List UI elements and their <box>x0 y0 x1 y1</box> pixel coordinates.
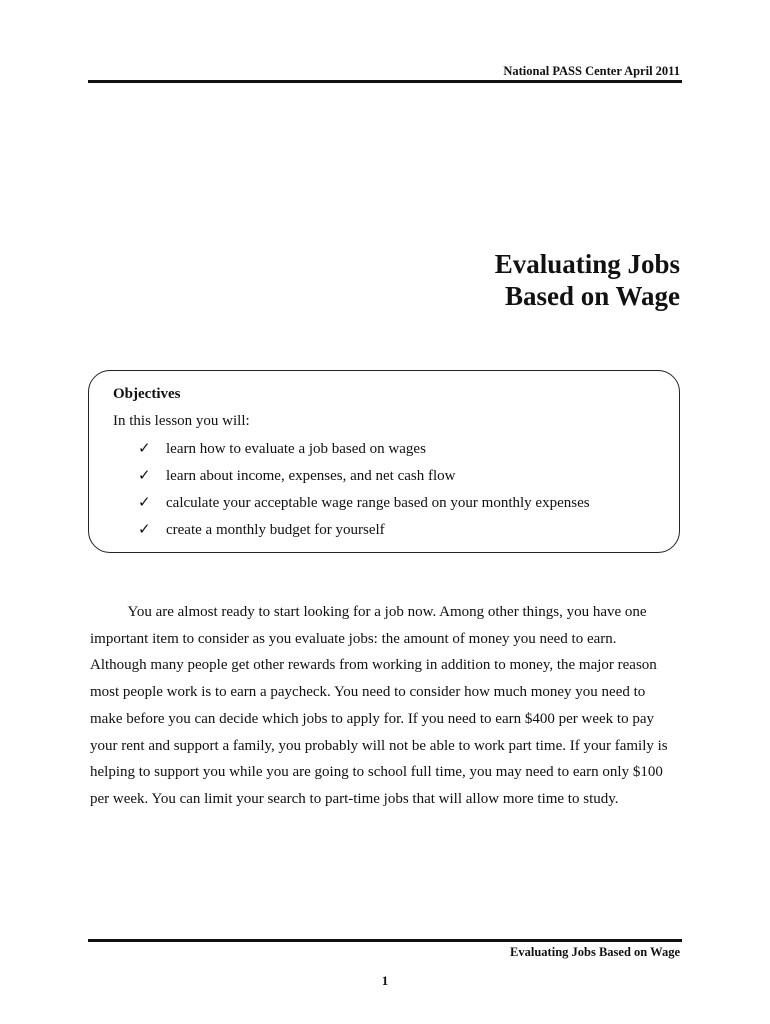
header-text: National PASS Center April 2011 <box>503 64 680 78</box>
paragraph-line: your rent and support a family, you probably will not be able to work part time. If your family is <box>90 737 668 754</box>
objective-item <box>138 494 590 521</box>
objective-item-label: calculate your acceptable wage range based on your monthly expenses <box>166 495 590 511</box>
paragraph-line: helping to support you while you are going to school full time, you may need to earn only $100 <box>90 764 663 781</box>
body-paragraph <box>90 599 690 813</box>
page-title <box>495 248 680 312</box>
title-line-1: Evaluating Jobs <box>494 249 680 279</box>
objectives-heading: Objectives <box>113 386 181 402</box>
page-number: 1 <box>381 973 389 988</box>
paragraph-line: most people work is to earn a paycheck. You need to consider how much money you need to <box>90 684 646 701</box>
title-line-2: Based on Wage <box>504 281 680 311</box>
checkmark-icon: ✓ <box>138 522 151 538</box>
checkmark-icon: ✓ <box>138 441 151 457</box>
objective-item-label: learn how to evaluate a job based on wages <box>166 441 426 457</box>
objective-item <box>138 521 590 548</box>
paragraph-line: make before you can decide which jobs to apply for. If you need to earn $400 per week to pay <box>90 710 654 727</box>
objective-item-label: create a monthly budget for yourself <box>166 522 385 538</box>
objective-item-label: learn about income, expenses, and net cash flow <box>166 468 456 484</box>
footer-text: Evaluating Jobs Based on Wage <box>510 945 680 959</box>
checkmark-icon: ✓ <box>138 495 151 511</box>
checkmark-icon: ✓ <box>138 468 151 484</box>
objectives-list <box>138 440 590 548</box>
paragraph-line: Although many people get other rewards from working in addition to money, the major reason <box>90 657 657 674</box>
objective-item <box>138 440 590 467</box>
paragraph-line: You are almost ready to start looking for a job now. Among other things, you have one <box>127 604 647 620</box>
footer-rule <box>88 939 682 942</box>
objectives-intro: In this lesson you will: <box>113 413 250 429</box>
paragraph-line: per week. You can limit your search to part-time jobs that will allow more time to study. <box>90 790 619 807</box>
header-rule <box>88 80 682 83</box>
paragraph-line: important item to consider as you evaluate jobs: the amount of money you need to earn. <box>90 630 617 647</box>
objective-item <box>138 467 590 494</box>
